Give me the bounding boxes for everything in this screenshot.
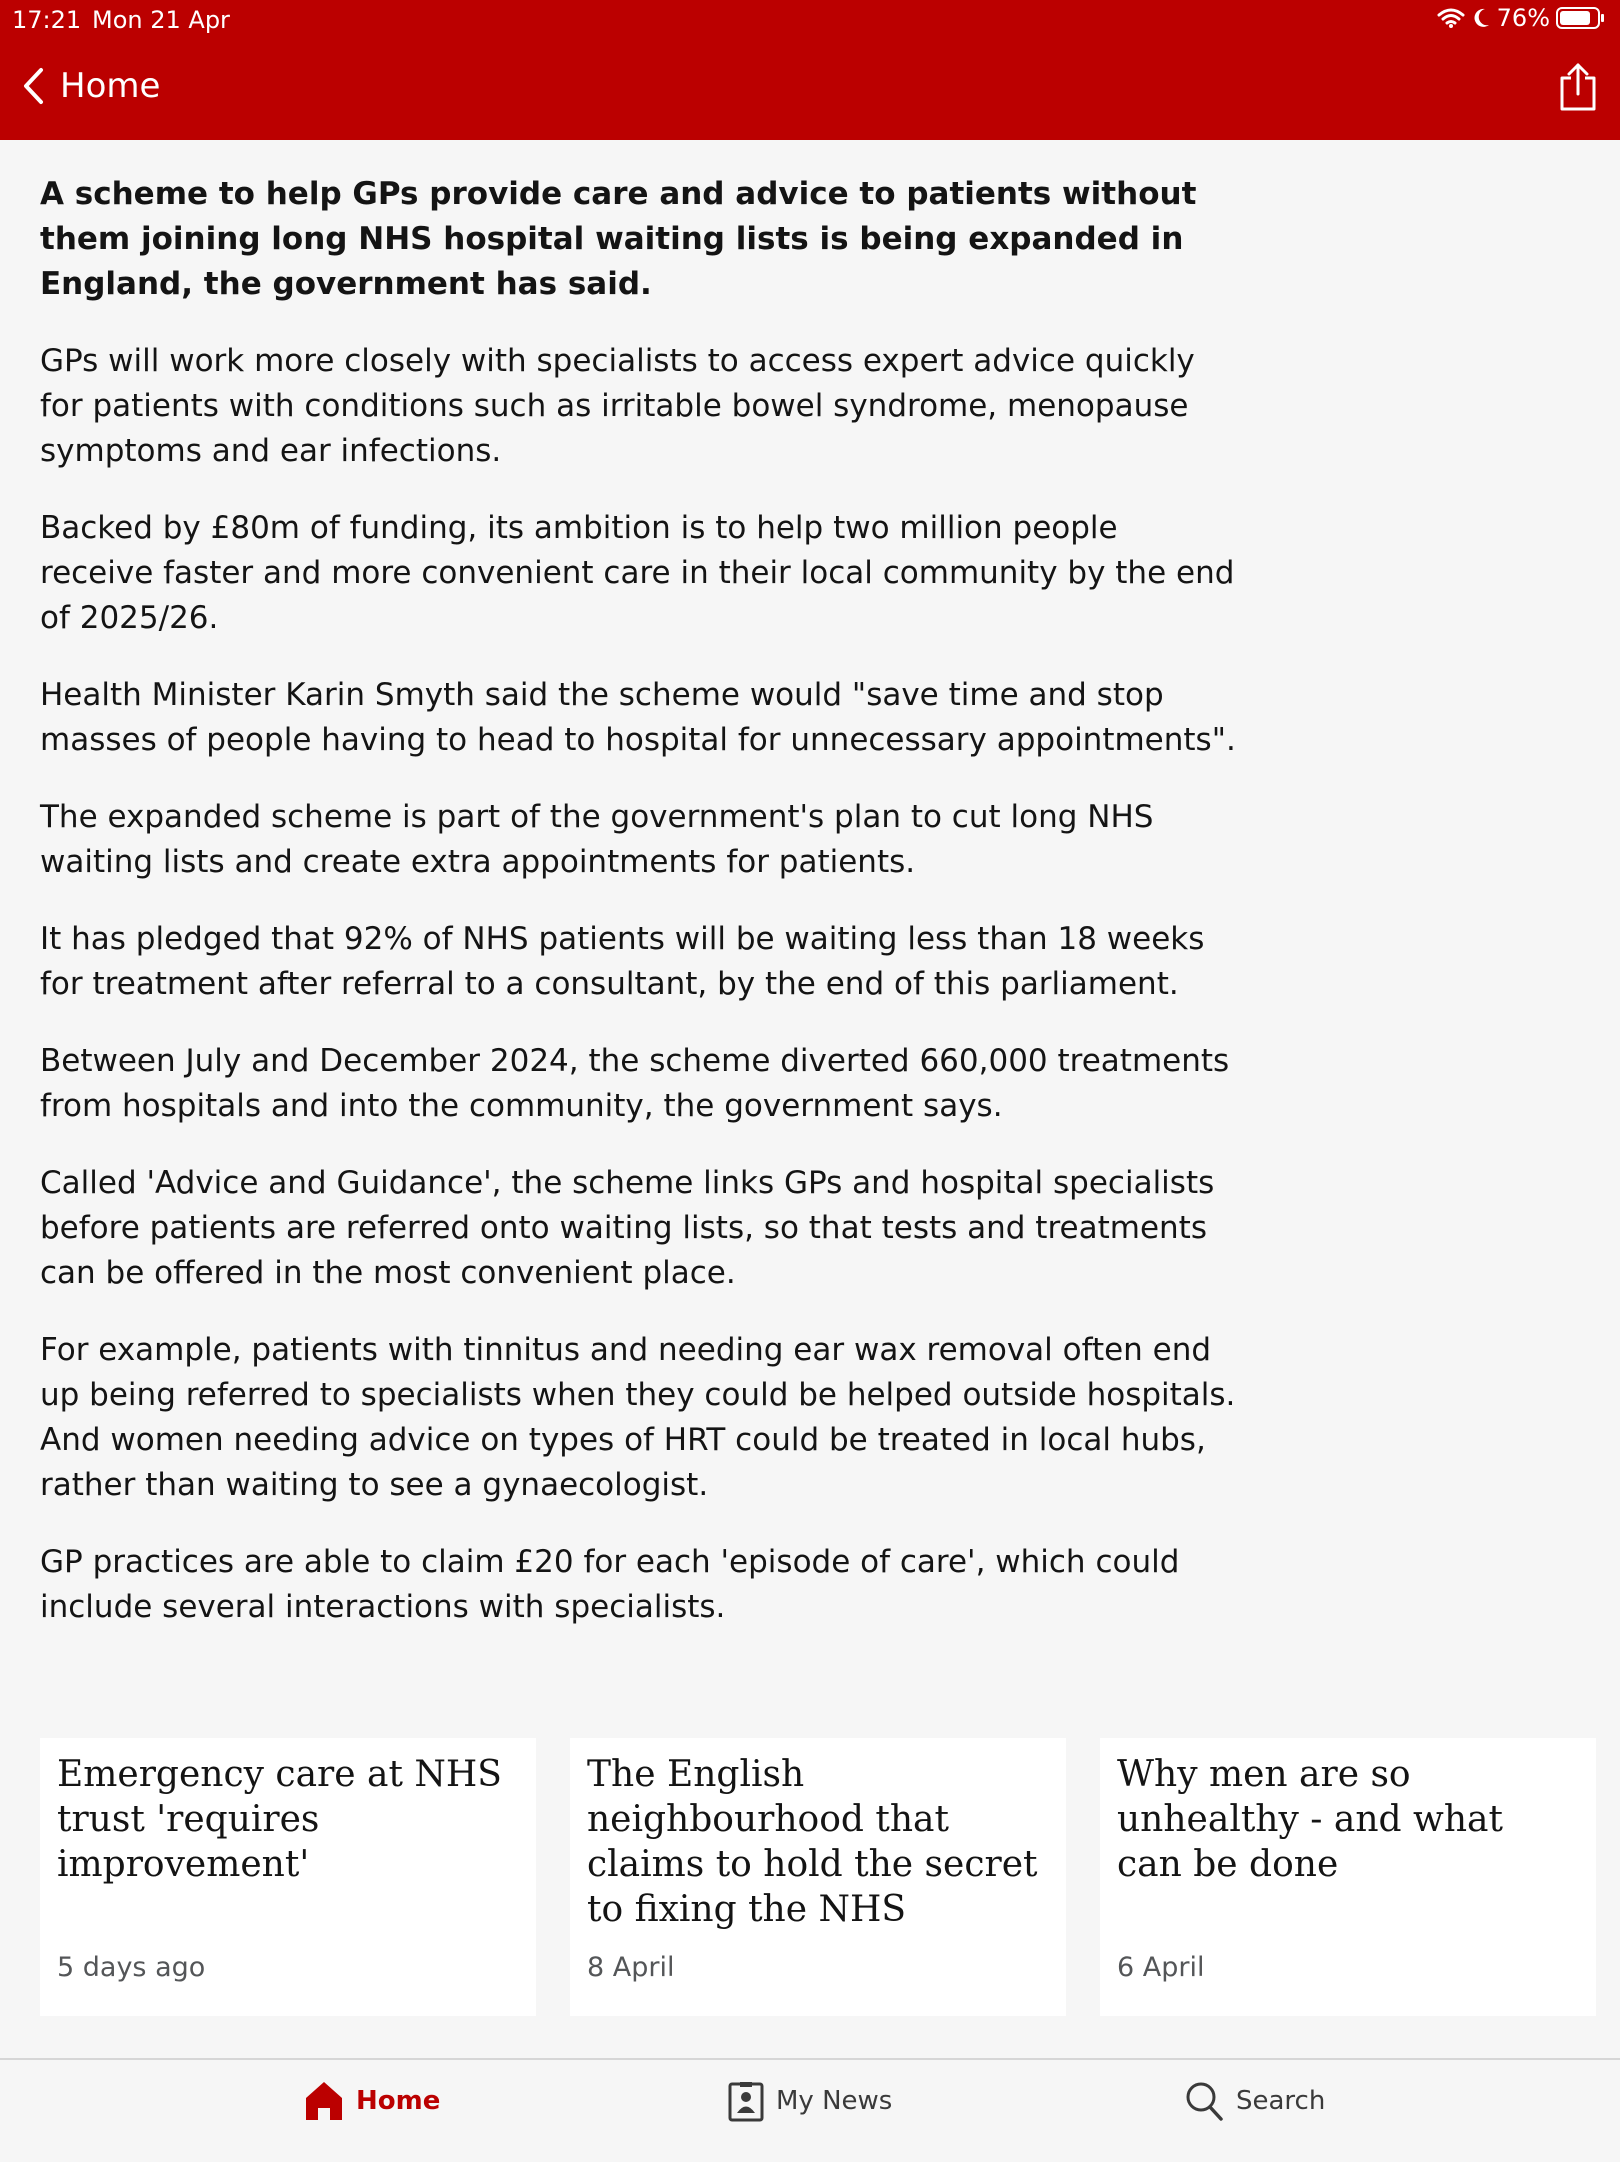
related-story-date: 5 days ago	[57, 1952, 206, 1983]
status-date: Mon 21 Apr	[92, 6, 230, 34]
share-button[interactable]	[1558, 62, 1598, 116]
share-icon	[1558, 62, 1598, 112]
article-paragraph: The expanded scheme is part of the government's plan to cut long NHS waiting lists and create extra appointments for patients.	[40, 799, 1154, 880]
related-story-date: 8 April	[587, 1952, 675, 1983]
related-story-card[interactable]	[570, 1738, 1066, 2016]
chevron-left-icon	[22, 67, 44, 105]
related-story-title: Why men are so unhealthy - and what can be done	[1117, 1754, 1503, 1885]
back-button[interactable]	[22, 66, 160, 106]
battery-icon	[1556, 6, 1606, 30]
related-story-title: Emergency care at NHS trust 'requires improvement'	[57, 1754, 502, 1885]
article-paragraph: It has pledged that 92% of NHS patients will be waiting less than 18 weeks for treatment after referral to a consultant, by the end of this parliament.	[40, 921, 1205, 1002]
tab-search-label: Search	[1236, 2086, 1326, 2116]
wifi-icon	[1437, 7, 1465, 29]
moon-icon	[1471, 7, 1491, 29]
tab-home[interactable]	[304, 2080, 440, 2122]
article-paragraph: GPs will work more closely with specialists to access expert advice quickly for patients with conditions such as irritable bowel syndrome, menopause symptoms and ear infections.	[40, 343, 1195, 469]
article-paragraph: Called 'Advice and Guidance', the scheme links GPs and hospital specialists before patients are referred onto waiting lists, so that tests and treatments can be offered in the most convenient place.	[40, 1165, 1215, 1291]
related-story-date: 6 April	[1117, 1952, 1205, 1983]
article-paragraph: Health Minister Karin Smyth said the scheme would "save time and stop masses of people having to head to hospital for unnecessary appointments".	[40, 677, 1236, 758]
article-body	[40, 172, 1240, 1662]
home-icon	[304, 2080, 344, 2122]
my-news-icon	[728, 2080, 764, 2122]
tab-my-news[interactable]	[728, 2080, 892, 2122]
tab-bar	[0, 2058, 1620, 2162]
related-story-title: The English neighbourhood that claims to hold the secret to fixing the NHS	[587, 1754, 1038, 1930]
status-indicators	[1437, 4, 1606, 32]
article-paragraph: GP practices are able to claim £20 for each 'episode of care', which could include several interactions with specialists.	[40, 1544, 1180, 1625]
battery-percent: 76%	[1496, 4, 1550, 32]
related-story-card[interactable]	[40, 1738, 536, 2016]
article-paragraph: Backed by £80m of funding, its ambition is to help two million people receive faster and more convenient care in their local community by the end of 2025/26.	[40, 510, 1235, 636]
search-icon	[1184, 2080, 1224, 2122]
article-paragraph: For example, patients with tinnitus and needing ear wax removal often end up being referred to specialists when they could be helped outside hospitals. And women needing advice on types of HRT could be treated in local hubs, rather than waiting to see a gynaecologist.	[40, 1332, 1236, 1503]
tab-search[interactable]	[1184, 2080, 1325, 2122]
related-story-card[interactable]	[1100, 1738, 1596, 2016]
related-stories	[40, 1738, 1596, 2016]
back-label: Home	[60, 66, 161, 106]
article-paragraph: Between July and December 2024, the scheme diverted 660,000 treatments from hospitals and into the community, the government says.	[40, 1043, 1230, 1124]
app-header	[0, 0, 1620, 140]
tab-my-news-label: My News	[776, 2086, 893, 2116]
status-time: 17:21	[12, 6, 82, 34]
tab-home-label: Home	[356, 2086, 441, 2116]
article-lead: A scheme to help GPs provide care and advice to patients without them joining long NHS hospital waiting lists is being expanded in England, the government has said.	[40, 176, 1197, 302]
